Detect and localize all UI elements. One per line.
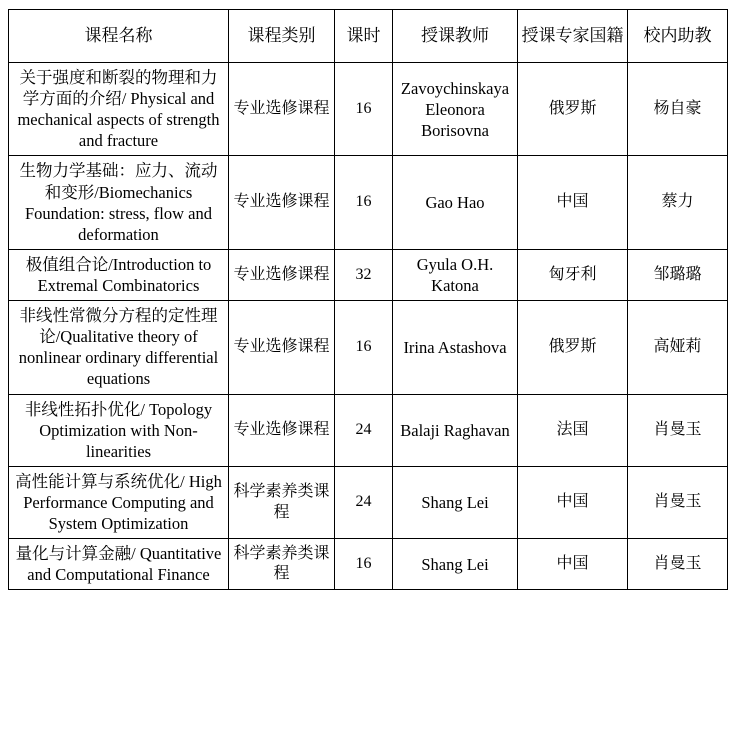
cell-expert-nationality: 匈牙利 bbox=[518, 249, 628, 300]
table-row bbox=[9, 539, 728, 590]
cell-course-category: 科学素养类课程 bbox=[229, 539, 335, 590]
table-row bbox=[9, 156, 728, 249]
cell-campus-assistant: 肖曼玉 bbox=[628, 466, 728, 538]
cell-course-name: 生物力学基础：应力、流动和变形/Biomechanics Foundation: stress, flow and deformation bbox=[9, 156, 229, 249]
table-header bbox=[9, 10, 728, 63]
cell-campus-assistant: 杨自豪 bbox=[628, 63, 728, 156]
cell-course-category: 科学素养类课程 bbox=[229, 466, 335, 538]
cell-class-hours: 16 bbox=[335, 156, 393, 249]
cell-teacher: Gyula O.H. Katona bbox=[393, 249, 518, 300]
cell-expert-nationality: 中国 bbox=[518, 539, 628, 590]
cell-teacher: Shang Lei bbox=[393, 466, 518, 538]
cell-course-name: 高性能计算与系统优化/ High Performance Computing and System Optimization bbox=[9, 466, 229, 538]
cell-class-hours: 16 bbox=[335, 63, 393, 156]
cell-course-category: 专业选修课程 bbox=[229, 156, 335, 249]
cell-course-name: 量化与计算金融/ Quantitative and Computational Finance bbox=[9, 539, 229, 590]
cell-expert-nationality: 中国 bbox=[518, 466, 628, 538]
cell-campus-assistant: 肖曼玉 bbox=[628, 394, 728, 466]
cell-campus-assistant: 肖曼玉 bbox=[628, 539, 728, 590]
table-row bbox=[9, 63, 728, 156]
cell-teacher: Shang Lei bbox=[393, 539, 518, 590]
cell-class-hours: 24 bbox=[335, 394, 393, 466]
cell-expert-nationality: 法国 bbox=[518, 394, 628, 466]
cell-class-hours: 16 bbox=[335, 539, 393, 590]
cell-teacher: Irina Astashova bbox=[393, 301, 518, 394]
cell-course-name: 极值组合论/Introduction to Extremal Combinatorics bbox=[9, 249, 229, 300]
cell-course-category: 专业选修课程 bbox=[229, 63, 335, 156]
column-header-campus-assistant: 校内助教 bbox=[628, 10, 728, 63]
table-row bbox=[9, 249, 728, 300]
cell-campus-assistant: 高娅莉 bbox=[628, 301, 728, 394]
cell-course-name: 非线性常微分方程的定性理论/Qualitative theory of nonlinear ordinary differential equations bbox=[9, 301, 229, 394]
cell-teacher: Balaji Raghavan bbox=[393, 394, 518, 466]
table-header-row bbox=[9, 10, 728, 63]
table-body bbox=[9, 63, 728, 590]
cell-course-category: 专业选修课程 bbox=[229, 301, 335, 394]
cell-expert-nationality: 俄罗斯 bbox=[518, 63, 628, 156]
column-header-course-name: 课程名称 bbox=[9, 10, 229, 63]
column-header-class-hours: 课时 bbox=[335, 10, 393, 63]
column-header-course-category: 课程类别 bbox=[229, 10, 335, 63]
cell-campus-assistant: 蔡力 bbox=[628, 156, 728, 249]
cell-course-name: 非线性拓扑优化/ Topology Optimization with Non-linearities bbox=[9, 394, 229, 466]
course-table bbox=[8, 9, 728, 590]
cell-class-hours: 32 bbox=[335, 249, 393, 300]
table-row bbox=[9, 301, 728, 394]
cell-course-name: 关于强度和断裂的物理和力学方面的介绍/ Physical and mechanical aspects of strength and fracture bbox=[9, 63, 229, 156]
cell-teacher: Gao Hao bbox=[393, 156, 518, 249]
cell-expert-nationality: 俄罗斯 bbox=[518, 301, 628, 394]
table-row bbox=[9, 394, 728, 466]
cell-expert-nationality: 中国 bbox=[518, 156, 628, 249]
column-header-teacher: 授课教师 bbox=[393, 10, 518, 63]
cell-course-category: 专业选修课程 bbox=[229, 394, 335, 466]
column-header-expert-nationality: 授课专家国籍 bbox=[518, 10, 628, 63]
cell-class-hours: 16 bbox=[335, 301, 393, 394]
cell-course-category: 专业选修课程 bbox=[229, 249, 335, 300]
cell-class-hours: 24 bbox=[335, 466, 393, 538]
table-row bbox=[9, 466, 728, 538]
cell-teacher: Zavoychinskaya Eleonora Borisovna bbox=[393, 63, 518, 156]
cell-campus-assistant: 邹璐璐 bbox=[628, 249, 728, 300]
